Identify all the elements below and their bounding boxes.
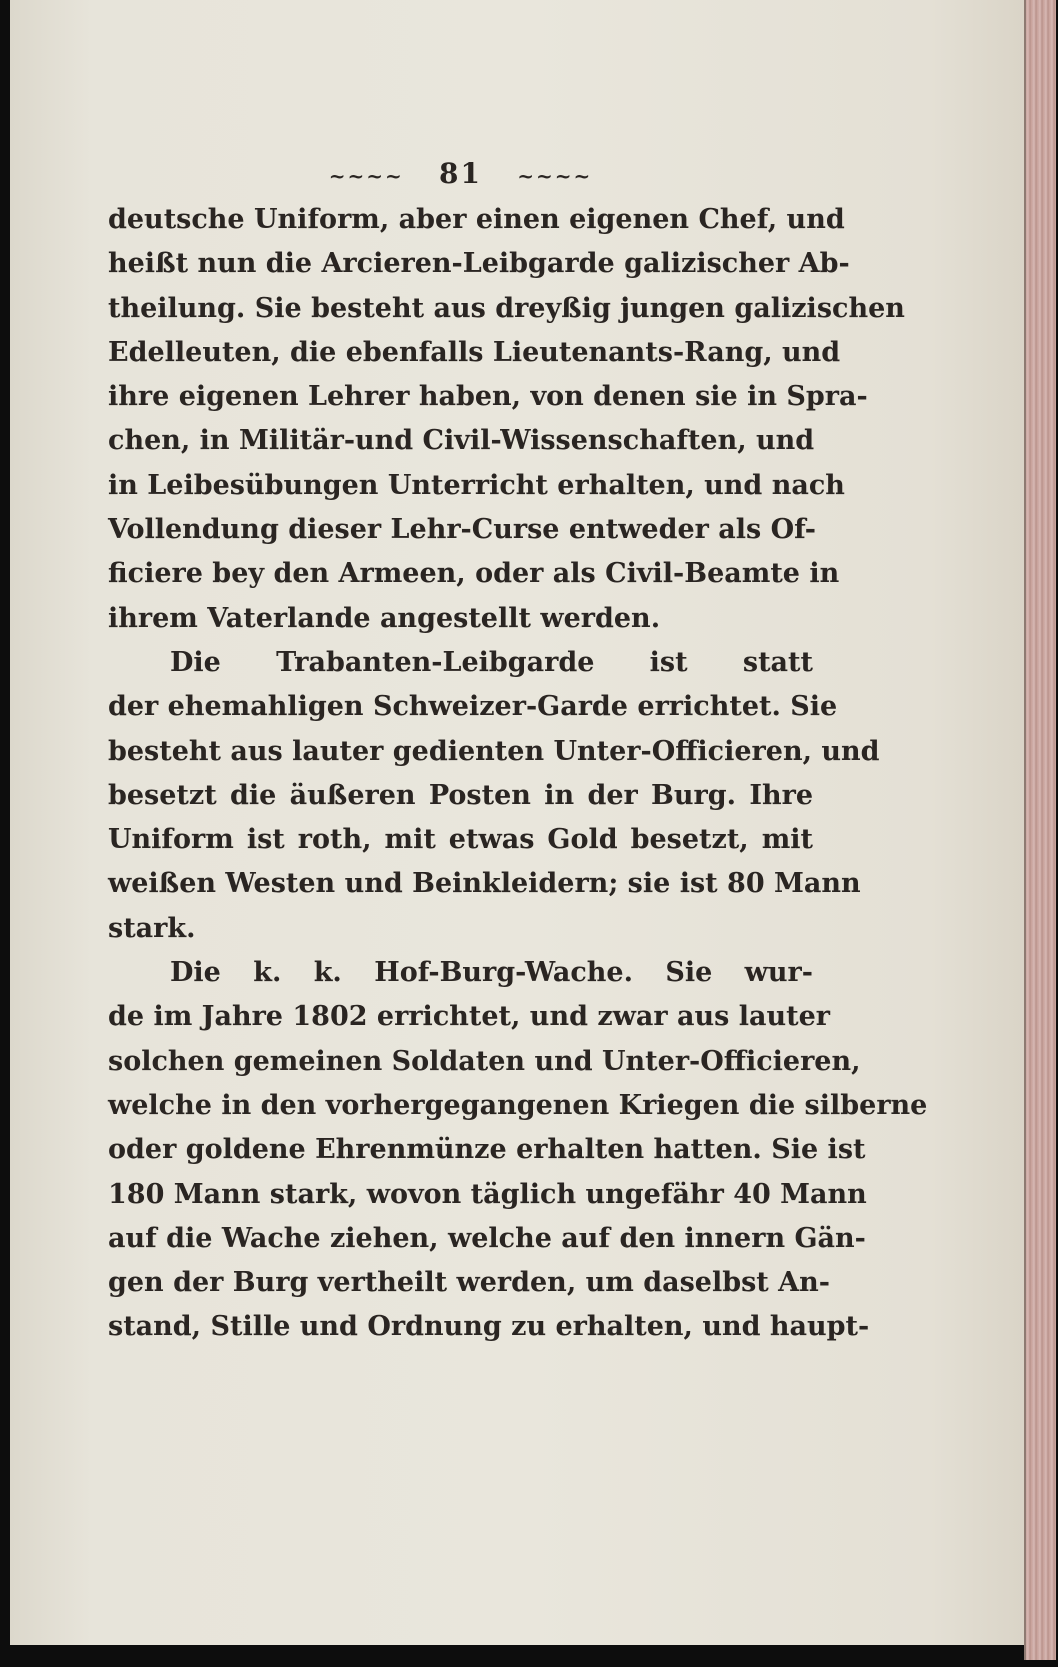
page-edge-stack bbox=[1024, 0, 1056, 1660]
text-line: Edelleuten, die ebenfalls Lieutenants-Rang, und bbox=[108, 336, 841, 368]
text-line: in Leibesübungen Unterricht erhalten, und nach bbox=[108, 469, 845, 501]
page-content bbox=[108, 150, 928, 1350]
text-line: chen, in Militär-und Civil-Wissenschaften, und bbox=[108, 425, 815, 457]
text-line: de im Jahre 1802 errichtet, und zwar aus lauter bbox=[108, 1001, 831, 1033]
text-line: deutsche Uniform, aber einen eigenen Chef, und bbox=[108, 204, 845, 235]
text-line: welche in den vorhergegangenen Kriegen die silberne bbox=[108, 1089, 928, 1121]
text-line: gen der Burg vertheilt werden, um daselbst An- bbox=[108, 1267, 830, 1299]
text-line: ihre eigenen Lehrer haben, von denen sie in Spra- bbox=[108, 381, 868, 413]
text-line: Vollendung dieser Lehr-Curse entweder als Of- bbox=[108, 514, 816, 546]
page-header bbox=[108, 150, 813, 198]
text-line: auf die Wache ziehen, welche auf den innern Gän- bbox=[108, 1222, 866, 1254]
text-line: heißt nun die Arcieren-Leibgarde galizischer Ab- bbox=[108, 248, 850, 280]
text-line: solchen gemeinen Soldaten und Unter-Officieren, bbox=[108, 1045, 861, 1077]
text-line: ihrem Vaterlande angestellt werden. bbox=[108, 602, 661, 634]
text-line: besteht aus lauter gedienten Unter-Officieren, und bbox=[108, 735, 880, 767]
text-line: weißen Westen und Beinkleidern; sie ist 80 Mann bbox=[108, 868, 861, 900]
text-line: Uniform ist roth, mit etwas Gold besetzt, mit bbox=[108, 824, 813, 856]
text-line: stark. bbox=[108, 912, 196, 944]
text-line: oder goldene Ehrenmünze erhalten hatten. Sie ist bbox=[108, 1134, 866, 1166]
text-line: stand, Stille und Ordnung zu erhalten, und haupt- bbox=[108, 1311, 870, 1343]
ornament-right: ~~~~ bbox=[517, 163, 593, 188]
section-heading-line: Die Trabanten-Leibgarde ist statt bbox=[170, 646, 813, 678]
text-line: besetzt die äußeren Posten in der Burg. Ihre bbox=[108, 779, 813, 811]
ornament-left: ~~~~ bbox=[328, 163, 404, 188]
text-line: 180 Mann stark, wovon täglich ungefähr 40 Mann bbox=[108, 1178, 867, 1210]
text-line: ficiere bey den Armeen, oder als Civil-Beamte in bbox=[108, 558, 840, 590]
page-number: 81 bbox=[439, 157, 482, 190]
text-line: theilung. Sie besteht aus dreyßig jungen galizischen bbox=[108, 292, 905, 324]
text-line: der ehemahligen Schweizer-Garde errichtet. Sie bbox=[108, 691, 838, 723]
section-heading-line: Die k. k. Hof-Burg-Wache. Sie wur- bbox=[170, 957, 813, 989]
